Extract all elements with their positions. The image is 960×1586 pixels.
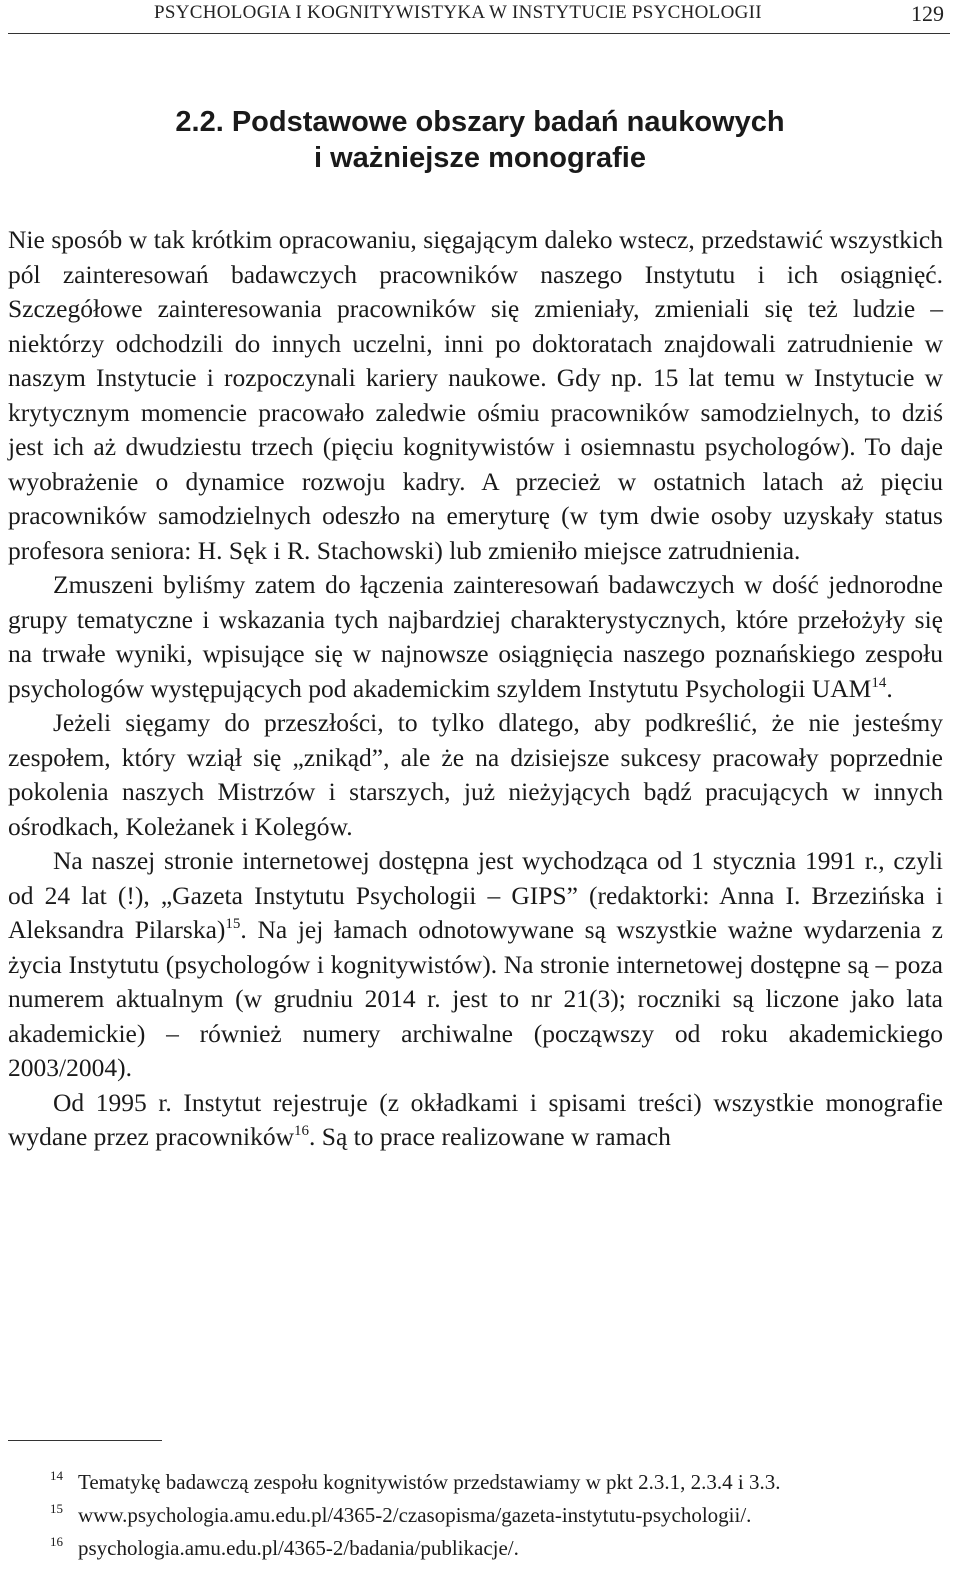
paragraph-text: Jeżeli sięgamy do przeszłości, to tylko dlatego, aby podkreślić, że nie jesteśmy zespołem, który wziął się „znikąd”, ale że na dzisiejsze sukcesy pracowały poprzednie pokolenia naszych Mistrzów i starszych, już nieżyjących bądź pracujących w innych ośrodkach, Koleżanek i Kolegów. <box>8 708 943 841</box>
footnote-separator <box>8 1440 162 1441</box>
paragraph-5 <box>8 1086 943 1155</box>
paragraph-3 <box>8 706 943 844</box>
body-text <box>8 223 943 1155</box>
footnotes <box>50 1466 950 1565</box>
section-heading-line-2: i ważniejsze monografie <box>314 142 646 174</box>
section-heading-line-1: 2.2. Podstawowe obszary badań naukowych <box>175 106 785 138</box>
footnote-ref-16[interactable]: 16 <box>294 1123 310 1139</box>
footnote-text: Tematykę badawczą zespołu kognitywistów przedstawiamy w pkt 2.3.1, 2.3.4 i 3.3. <box>78 1470 781 1494</box>
section-heading <box>0 104 960 176</box>
paragraph-2 <box>8 568 943 706</box>
footnote-link[interactable]: www.psychologia.amu.edu.pl/4365-2/czasopisma/gazeta-instytutu-psychologii/. <box>78 1503 752 1527</box>
paragraph-text: Od 1995 r. Instytut rejestruje (z okładkami i spisami treści) wszystkie monografie wydane przez pracowników <box>8 1087 943 1151</box>
paragraph-tail: . Na jej łamach odnotowywane są wszystkie ważne wydarzenia z życia Instytutu (psychologów i kognitywistów). Na stronie internetowej dostępne są – poza numerem aktualnym (w grudniu 2014 r. jest to nr 21(3); roczniki są liczone jako lata akademickie) – również numery archiwalne (począwszy od roku akademickiego 2003/2004). <box>8 915 943 1082</box>
running-header <box>8 0 950 34</box>
footnote-ref-14[interactable]: 14 <box>871 674 887 691</box>
paragraph-1 <box>8 223 943 568</box>
page-number: 129 <box>911 1 944 26</box>
paragraph-tail: . Są to prace realizowane w ramach <box>309 1122 671 1151</box>
footnote-16: 16 psychologia.amu.edu.pl/4365-2/badania/publikacje/. <box>50 1534 519 1560</box>
footnote-ref-15[interactable]: 15 <box>225 916 241 932</box>
running-title: PSYCHOLOGIA I KOGNITYWISTYKA W INSTYTUCIE PSYCHOLOGII <box>154 2 762 23</box>
footnote-link[interactable]: psychologia.amu.edu.pl/4365-2/badania/publikacje/. <box>78 1536 519 1560</box>
paragraph-text: Na naszej stronie internetowej dostępna jest wychodząca od 1 stycznia 1991 r., czyli od 24 lat (!), „Gazeta Instytutu Psychologii – GIPS” (redaktorki: Anna I. Brzezińska i Aleksandra Pilarska) <box>8 846 943 944</box>
paragraph-tail: . <box>886 673 893 703</box>
footnote-14: 14 Tematykę badawczą zespołu kognitywistów przedstawiamy w pkt 2.3.1, 2.3.4 i 3.3. <box>50 1468 781 1494</box>
footnote-15: 15 www.psychologia.amu.edu.pl/4365-2/czasopisma/gazeta-instytutu-psychologii/. <box>50 1501 752 1527</box>
paragraph-text: Nie sposób w tak krótkim opracowaniu, sięgającym daleko wstecz, przedstawić wszystkich pól zainteresowań badawczych pracowników naszego Instytutu i ich osiągnięć. Szczegółowe zainteresowania pracowników się zmieniały, zmieniali się też ludzie – niektórzy odchodzili do innych uczelni, inni po doktoratach znajdowali zatrudnienie w naszym Instytucie i rozpoczynali kariery naukowe. Gdy np. 15 lat temu w Instytucie w krytycznym momencie pracowało zaledwie ośmiu pracowników samodzielnych, to dziś jest ich aż dwudziestu trzech (pięciu kognitywistów i osiemnastu psychologów). To daje wyobrażenie o dynamice rozwoju kadry. A przecież w ostatnich latach aż pięciu pracowników samodzielnych odeszło na emeryturę (w tym dwie osoby uzyskały status profesora seniora: H. Sęk i R. Stachowski) lub zmieniło miejsce zatrudnienia. <box>8 225 943 565</box>
paragraph-text: Zmuszeni byliśmy zatem do łączenia zainteresowań badawczych w dość jednorodne grupy tematyczne i wskazania tych najbardziej charakterystycznych, które przełożyły się na trwałe wyniki, wpisujące się w najnowsze osiągnięcia naszego poznańskiego zespołu psychologów występujących pod akademickim szyldem Instytutu Psychologii UAM <box>8 570 943 703</box>
paragraph-4 <box>8 844 943 1086</box>
